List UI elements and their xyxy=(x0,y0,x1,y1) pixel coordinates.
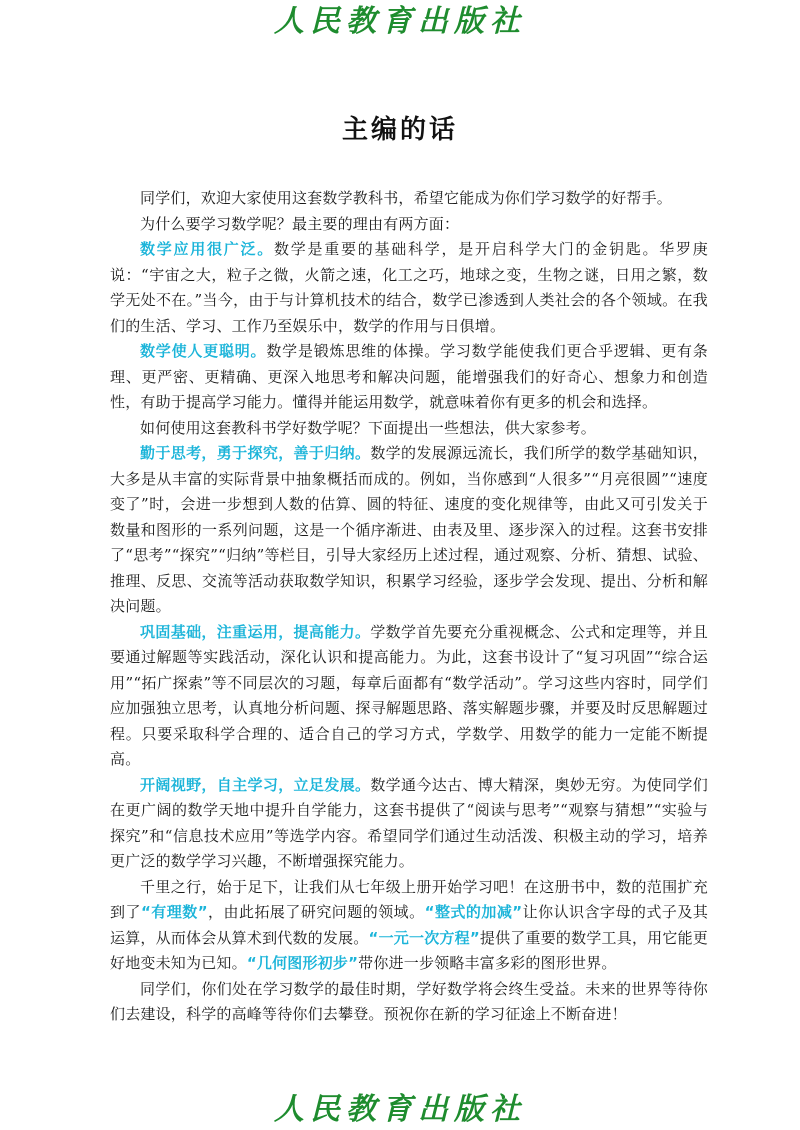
paragraph-text: 带你进一步领略丰富多彩的图形世界。 xyxy=(358,954,617,972)
paragraph-text: 为什么要学习数学呢？最主要的理由有两方面： xyxy=(140,214,460,233)
highlight-phrase: “有理数” xyxy=(140,903,208,921)
publisher-logo-top: 人民教育出版社 xyxy=(274,4,526,39)
paragraph-text: 数学通今达古、博大精深，奥妙无穷。为使同学们在更广阔的数学天地中提升自学能力，这套书提供了“阅读与思考”“观察与猜想”“实验与探究”和“信息技术应用”等选学内容。希望同学们通过生动活泼、积极主动的学习，培养更广泛的数学学习兴趣，不断增强探究能力。 xyxy=(110,775,708,870)
highlight-phrase: 数学使人更聪明。 xyxy=(140,342,267,360)
paragraph-text: 数学的发展源远流长，我们所学的数学基础知识，大多是从丰富的实际背景中抽象概括而成的。例如，当你感到“人很多”“月亮很圆”“速度变了”时，会进一步想到人数的估算、圆的特征、速度的变化规律等，由此又可引发关于数量和图形的一系列问题，这是一个循序渐进、由表及里、逐步深入的过程。这套书安排了“思考”“探究”“归纳”等栏目，引导大家经历上述过程，通过观察、分析、猜想、试验、推理、反思、交流等活动获取数学知识，积累学习经验，逐步学会发现、提出、分析和解决问题。 xyxy=(110,444,708,615)
highlight-phrase: “几何图形初步” xyxy=(246,954,359,972)
page-title: 主编的话 xyxy=(341,115,458,146)
paragraph xyxy=(110,339,708,416)
paragraph-text: 同学们，欢迎大家使用这套数学教科书，希望它能成为你们学习数学的好帮手。 xyxy=(140,189,673,207)
paragraph xyxy=(110,620,708,773)
paragraph xyxy=(110,773,708,875)
highlight-phrase: 数学应用很广泛。 xyxy=(140,240,275,258)
paragraph-text: 学数学首先要充分重视概念、公式和定理等，并且要通过解题等实践活动，深化认识和提高能力。为此，这套书设计了“复习巩固”“综合运用”“拓广探索”等不同层次的习题，每章后面都有“数学活动”。学习这些内容时，同学们应加强独立思考，认真地分析问题、探寻解题思路、落实解题步骤，并要及时反思解题过程。只要采取科学合理的、适合自己的学习方式，学数学、用数学的能力一定能不断提高。 xyxy=(110,622,708,768)
highlight-phrase: 开阔视野，自主学习，立足发展。 xyxy=(140,775,371,794)
paragraph-text: ，由此拓展了研究问题的领域。 xyxy=(207,903,425,921)
paragraph xyxy=(110,977,708,1028)
paragraph xyxy=(110,416,708,442)
paragraph-text: 数学是锻炼思维的体操。学习数学能使我们更合乎逻辑、更有条理、更严密、更精确、更深入地思考和解决问题，能增强我们的好奇心、想象力和创造性，有助于提高学习能力。懂得并能运用数学，就意味着你有更多的机会和选择。 xyxy=(110,342,708,411)
paragraph-text: 数学是重要的基础科学，是开启科学大门的金钥匙。华罗庚说：“宇宙之大，粒子之微，火箭之速，化工之巧，地球之变，生物之谜，日用之繁，数学无处不在。”当今，由于与计算机技术的结合，数学已渗透到人类社会的各个领域。在我们的生活、学习、工作乃至娱乐中，数学的作用与日俱增。 xyxy=(110,240,708,335)
highlight-phrase: “一元一次方程” xyxy=(368,928,480,947)
paragraph xyxy=(110,441,708,620)
paragraph-text: 让你认识含字母的式子及其运算，从而体会从算术到代数的发展。 xyxy=(110,903,709,947)
paragraph-text: 同学们，你们处在学习数学的最佳时期，学好数学将会终生受益。未来的世界等待你们去建设，科学的高峰等待你们去攀登。预祝你在新的学习征途上不断奋进！ xyxy=(110,979,708,1023)
paragraph-text: 提供了重要的数学工具，用它能更好地变未知为已知。 xyxy=(110,928,708,972)
paragraph xyxy=(110,237,708,339)
highlight-phrase: 巩固基础，注重运用，提高能力。 xyxy=(140,622,371,641)
paragraph xyxy=(110,212,708,238)
paragraph-text: 如何使用这套教科书学好数学呢？下面提出一些想法，供大家参考。 xyxy=(140,418,597,437)
paragraph xyxy=(110,875,708,977)
highlight-phrase: 勤于思考，勇于探究，善于归纳。 xyxy=(140,444,371,462)
paragraph xyxy=(110,186,708,212)
publisher-logo-bottom: 人民教育出版社 xyxy=(274,1092,526,1127)
article-body xyxy=(110,186,708,1028)
highlight-phrase: “整式的加减” xyxy=(424,903,523,921)
paragraph-text: 千里之行，始于足下，让我们从七年级上册开始学习吧！在这册书中，数的范围扩充到了 xyxy=(110,877,708,921)
